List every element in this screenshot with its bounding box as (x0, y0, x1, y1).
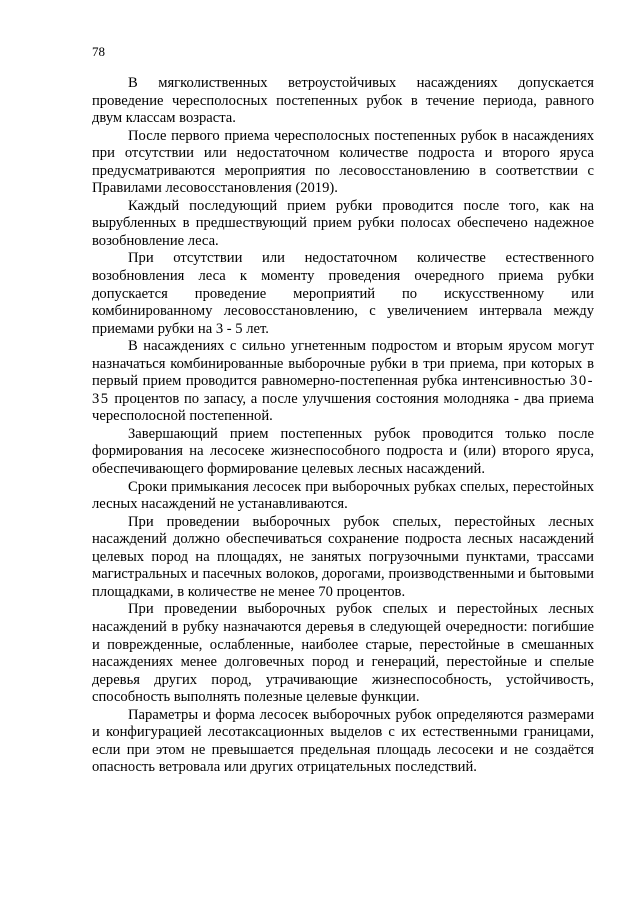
paragraph: При проведении выборочных рубок спелых, перестойных лесных насаждений должно обеспечиваться сохранение подроста лесных насаждений целевых пород на площадях, не занятых погрузочными пунктами, трассами магистральных и пасечных волоков, дорогами, производственными и бытовыми площадками, в количестве не менее 70 процентов. (92, 513, 594, 600)
page-number: 78 (92, 44, 105, 59)
paragraph-text: В насаждениях с сильно угнетенным подростом и вторым ярусом могут назначаться комбинированные выборочные рубки в три приема, при которых в первый прием проводится равномерно-постепенная рубка интенсивностью (92, 338, 594, 390)
paragraph: В мягколиственных ветроустойчивых насаждениях допускается проведение чересполосных постепенных рубок в течение периода, равного двум классам возраста. (92, 75, 594, 127)
spaced-number: 30-35 (92, 373, 594, 407)
paragraph: Каждый последующий прием рубки проводится после того, как на вырубленных в предшествующий прием рубки полосах обеспечено надежное возобновление леса. (92, 197, 594, 249)
paragraph: При отсутствии или недостаточном количестве естественного возобновления леса к моменту проведения очередного приема рубки допускается проведение мероприятий по искусственному или комбинированному лесовосстановлению, с увеличением интервала между приемами рубки на 3 - 5 лет. (92, 250, 594, 337)
paragraph (92, 338, 594, 426)
paragraph: Сроки примыкания лесосек при выборочных рубках спелых, перестойных лесных насаждений не устанавливаются. (92, 478, 594, 513)
body-text (92, 75, 594, 777)
paragraph: Параметры и форма лесосек выборочных рубок определяются размерами и конфигурацией лесотаксационных выделов с их естественными границами, если при этом не превышается предельная площадь лесосеки и не создаётся опасность ветровала или других отрицательных последствий. (92, 706, 594, 776)
paragraph: Завершающий прием постепенных рубок проводится только после формирования на лесосеке жизнеспособного подроста и (или) второго яруса, обеспечивающего формирование целевых лесных насаждений. (92, 425, 594, 478)
paragraph: При проведении выборочных рубок спелых и перестойных лесных насаждений в рубку назначаются деревья в следующей очередности: погибшие и поврежденные, ослабленные, наиболее старые, перестойные в смешанных насаждениях менее долговечных пород и генераций, перестойные и спелые деревья других пород, утрачивающие жизнеспособность, устойчивость, способность выполнять полезные целевые функции. (92, 601, 594, 706)
paragraph-text: процентов по запасу, а после улучшения состояния молодняка - два приема чересполосной постепенной. (92, 390, 594, 425)
paragraph: После первого приема чересполосных постепенных рубок в насаждениях при отсутствии или недостаточном количестве подроста и второго яруса предусматриваются мероприятия по лесовосстановлению в соответствии с Правилами лесовосстановления (2019). (92, 127, 594, 197)
